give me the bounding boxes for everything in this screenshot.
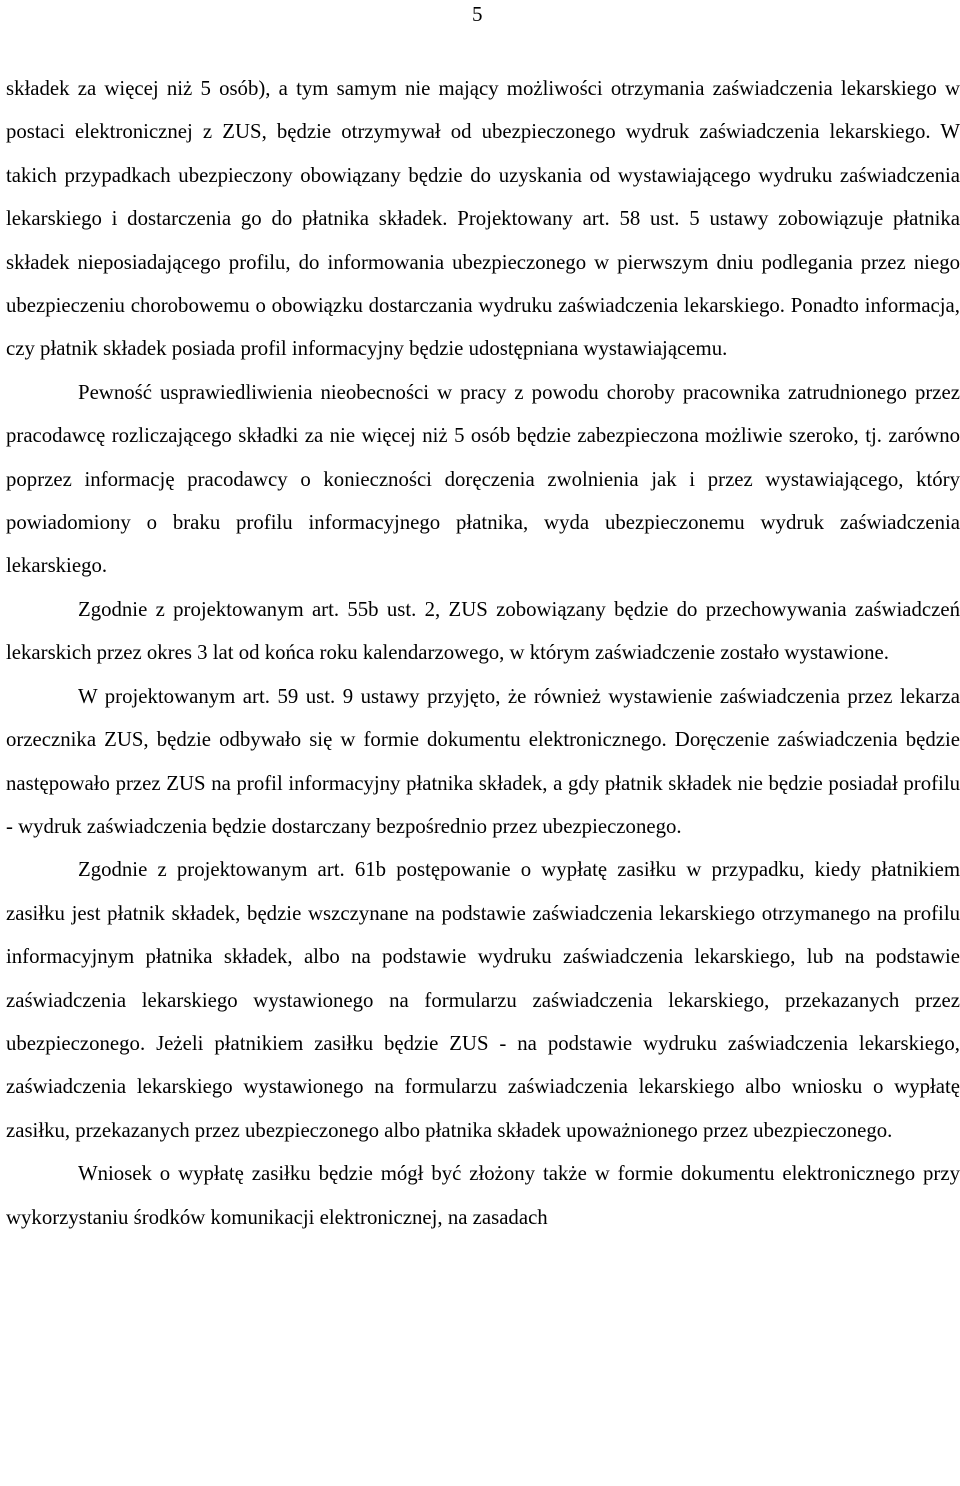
document-body — [6, 67, 960, 1239]
page-number: 5 — [472, 2, 483, 26]
paragraph-art-55b: Zgodnie z projektowanym art. 55b ust. 2, ZUS zobowiązany będzie do przechowywania zaświadczeń lekarskich przez okres 3 lat od końca roku kalendarzowego, w którym zaświadczenie zostało wystawione. — [6, 597, 960, 665]
paragraph-electronic-application: Wniosek o wypłatę zasiłku będzie mógł być złożony także w formie dokumentu elektronicznego przy wykorzystaniu środków komunikacji elektronicznej, na zasadach — [6, 1162, 960, 1229]
paragraph-art-61b: Zgodnie z projektowanym art. 61b postępowanie o wypłatę zasiłku w przypadku, kiedy płatnikiem zasiłku jest płatnik składek, będzie wszczynane na podstawie zaświadczenia lekarskiego otrzymanego na profilu informacyjnym płatnika składek, albo na podstawie wydruku zaświadczenia lekarskiego, lub na podstawie zaświadczenia lekarskiego wystawionego na formularzu zaświadczenia lekarskiego, przekazanych przez ubezpieczonego. Jeżeli płatnikiem zasiłku będzie ZUS - na podstawie wydruku zaświadczenia lekarskiego, zaświadczenia lekarskiego wystawionego na formularzu zaświadczenia lekarskiego albo wniosku o wypłatę zasiłku, przekazanych przez ubezpieczonego albo płatnika składek upoważnionego przez ubezpieczonego. — [6, 858, 960, 1142]
paragraph-certainty-of-absence: Pewność usprawiedliwienia nieobecności w pracy z powodu choroby pracownika zatrudnionego przez pracodawcę rozliczającego składki za nie więcej niż 5 osób będzie zabezpieczona możliwie szeroko, tj. zarówno poprzez informację pracodawcy o konieczności doręczenia zwolnienia jak i przez wystawiającego, który powiadomiony o braku profilu informacyjnego płatnika, wyda ubezpieczonemu wydruk zaświadczenia lekarskiego. — [6, 380, 960, 578]
paragraph-continuation: składek za więcej niż 5 osób), a tym samym nie mający możliwości otrzymania zaświadczenia lekarskiego w postaci elektronicznej z ZUS, będzie otrzymywał od ubezpieczonego wydruk zaświadczenia lekarskiego. W takich przypadkach ubezpieczony obowiązany będzie do uzyskania od wystawiającego wydruku zaświadczenia lekarskiego i dostarczenia go do płatnika składek. Projektowany art. 58 ust. 5 ustawy zobowiązuje płatnika składek nieposiadającego profilu, do informowania ubezpieczonego w pierwszym dniu podlegania przez niego ubezpieczeniu chorobowemu o obowiązku dostarczania wydruku zaświadczenia lekarskiego. Ponadto informacja, czy płatnik składek posiada profil informacyjny będzie udostępniana wystawiającemu. — [6, 77, 960, 361]
paragraph-art-59: W projektowanym art. 59 ust. 9 ustawy przyjęto, że również wystawienie zaświadczenia przez lekarza orzecznika ZUS, będzie odbywało się w formie dokumentu elektronicznego. Doręczenie zaświadczenia będzie następowało przez ZUS na profil informacyjny płatnika składek, a gdy płatnik składek nie będzie posiadał profilu - wydruk zaświadczenia będzie dostarczany bezpośrednio przez ubezpieczonego. — [6, 684, 960, 838]
